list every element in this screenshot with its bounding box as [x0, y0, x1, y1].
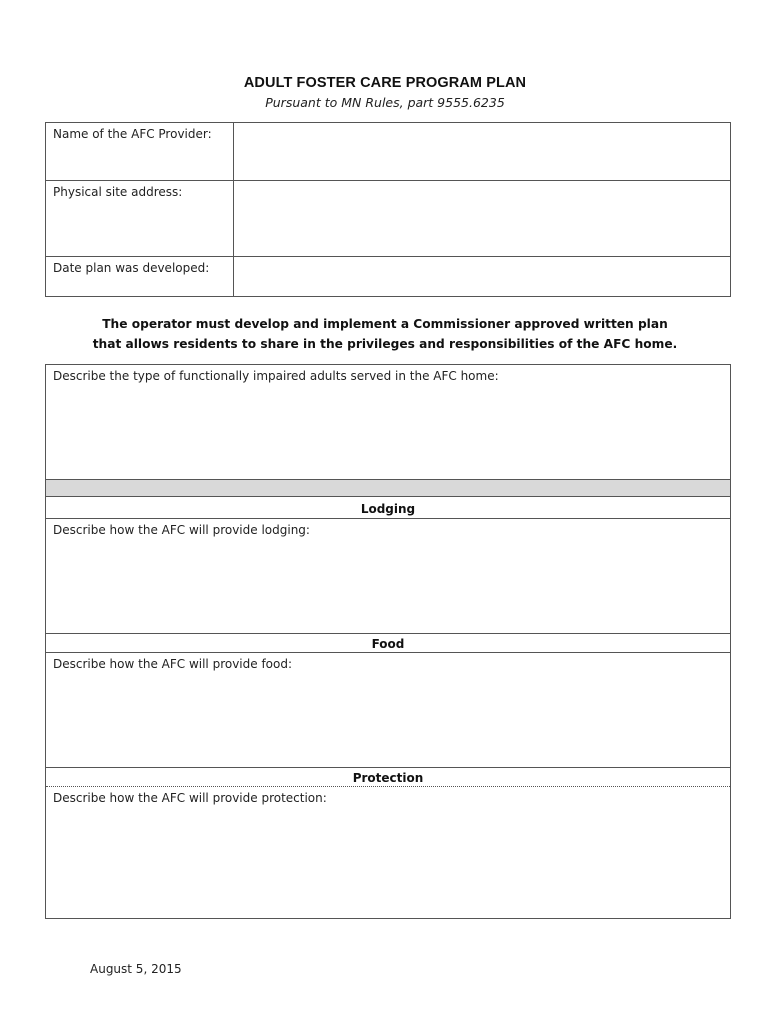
plan-date-field[interactable]: [234, 257, 731, 297]
document-title: ADULT FOSTER CARE PROGRAM PLAN: [243, 75, 527, 91]
protection-prompt: Describe how the AFC will provide protection:: [53, 791, 327, 805]
document-subtitle: Pursuant to MN Rules, part 9555.6235: [265, 95, 505, 110]
protection-heading: Protection: [46, 767, 730, 787]
intro-line-1: The operator must develop and implement a Commissioner approved written plan: [102, 317, 668, 331]
impaired-adults-prompt: Describe the type of functionally impaired adults served in the AFC home:: [53, 369, 499, 383]
section-divider: [46, 479, 730, 497]
program-plan-table: [45, 364, 731, 919]
plan-date-label: Date plan was developed:: [46, 257, 234, 297]
site-address-label: Physical site address:: [46, 181, 234, 257]
intro-statement: [0, 314, 770, 354]
provider-name-label: Name of the AFC Provider:: [46, 123, 234, 181]
lodging-field[interactable]: [46, 519, 730, 633]
protection-field[interactable]: [46, 787, 730, 918]
food-prompt: Describe how the AFC will provide food:: [53, 657, 293, 671]
provider-name-field[interactable]: [234, 123, 731, 181]
lodging-prompt: Describe how the AFC will provide lodging:: [53, 523, 310, 537]
provider-info-table: [45, 122, 731, 297]
impaired-adults-field[interactable]: [46, 365, 730, 479]
site-address-field[interactable]: [234, 181, 731, 257]
food-heading: Food: [46, 633, 730, 653]
lodging-heading: Lodging: [46, 499, 730, 519]
footer-date: August 5, 2015: [90, 962, 182, 976]
food-field[interactable]: [46, 653, 730, 767]
intro-line-2: that allows residents to share in the privileges and responsibilities of the AFC home.: [92, 337, 678, 351]
